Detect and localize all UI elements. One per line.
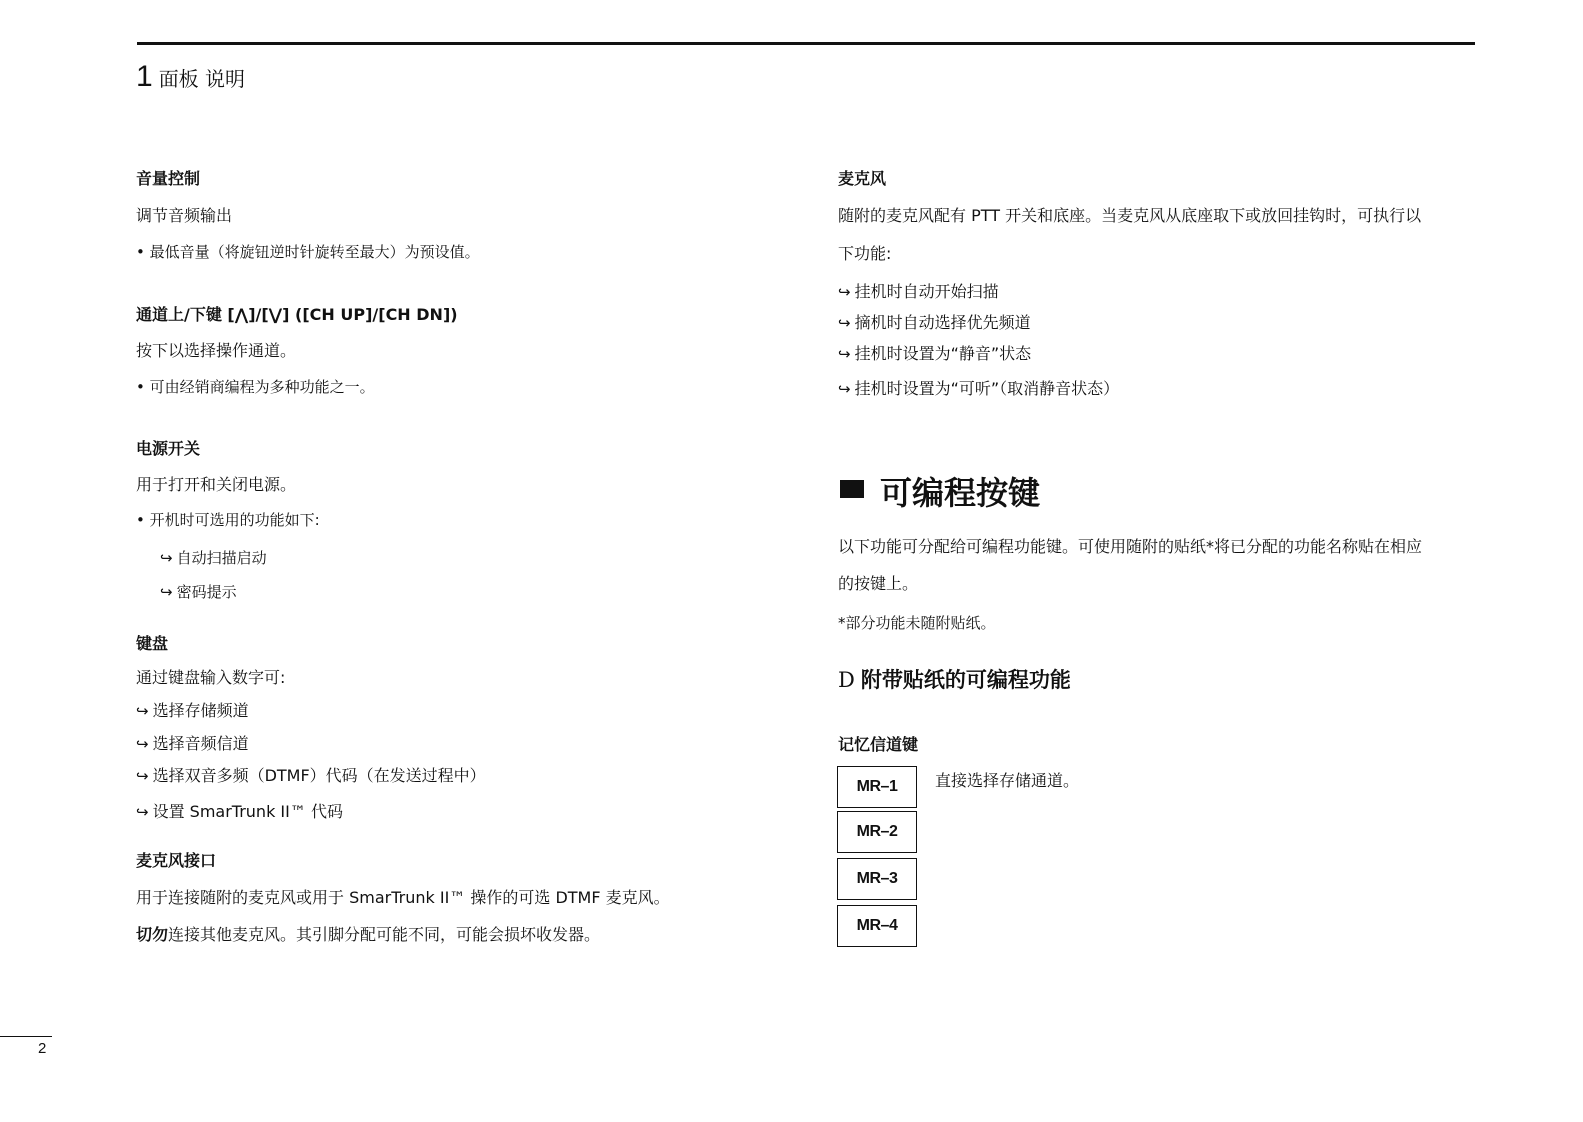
mr-1-key: MR–1 xyxy=(837,766,917,808)
arrow-icon: ↪ xyxy=(160,583,173,601)
arrow-icon: ↪ xyxy=(838,380,851,398)
chapter-number: 1 xyxy=(136,60,153,93)
power-note: • 开机时可选用的功能如下: xyxy=(136,511,320,529)
mic-title: 麦克风 xyxy=(838,169,887,188)
programmable-desc-line1: 以下功能可分配给可编程功能键。可使用随附的贴纸*将已分配的功能名称贴在相应 xyxy=(838,537,1423,556)
programmable-keys-heading: 可编程按键 xyxy=(840,468,1040,514)
mr-2-key: MR–2 xyxy=(837,811,917,853)
arrow-icon: ↪ xyxy=(136,767,149,785)
programmable-footnote: *部分功能未随附贴纸。 xyxy=(838,614,996,632)
arrow-icon: ↪ xyxy=(838,283,851,301)
page-number: 2 xyxy=(38,1040,47,1057)
programmable-desc-line2: 的按键上。 xyxy=(838,574,919,593)
keypad-title: 键盘 xyxy=(136,634,169,653)
volume-desc: 调节音频输出 xyxy=(136,206,233,225)
list-item: ↪ 密码提示 xyxy=(160,583,237,601)
mic-jack-caution: 切勿连接其他麦克风。其引脚分配可能不同，可能会损坏收发器。 xyxy=(136,925,601,944)
memory-key-title: 记忆信道键 xyxy=(838,735,919,754)
d-marker: D xyxy=(838,668,855,692)
page-number-rule xyxy=(0,1036,52,1037)
channel-note: • 可由经销商编程为多种功能之一。 xyxy=(136,378,375,396)
chapter-heading xyxy=(136,60,245,94)
memory-key-desc: 直接选择存储通道。 xyxy=(935,771,1080,790)
mr-3-key: MR–3 xyxy=(837,858,917,900)
list-item: ↪ 挂机时设置为“可听”（取消静音状态） xyxy=(838,379,1120,398)
sticker-functions-heading: D 附带贴纸的可编程功能 xyxy=(838,668,1071,692)
mic-desc-line1: 随附的麦克风配有 PTT 开关和底座。当麦克风从底座取下或放回挂钩时，可执行以 xyxy=(838,206,1422,225)
arrow-icon: ↪ xyxy=(838,345,851,363)
arrow-icon: ↪ xyxy=(838,314,851,332)
list-item: ↪ 设置 SmarTrunk II™ 代码 xyxy=(136,802,343,821)
channel-desc: 按下以选择操作通道。 xyxy=(136,341,297,360)
mr-4-key: MR–4 xyxy=(837,905,917,947)
power-desc: 用于打开和关闭电源。 xyxy=(136,475,297,494)
mic-desc-line2: 下功能: xyxy=(838,244,892,263)
list-item: ↪ 挂机时自动开始扫描 xyxy=(838,282,999,301)
square-bullet-icon xyxy=(840,480,864,498)
list-item: ↪ 摘机时自动选择优先频道 xyxy=(838,313,1031,332)
keypad-desc: 通过键盘输入数字可: xyxy=(136,668,286,687)
caution-word: 切勿 xyxy=(136,925,169,944)
list-item: ↪ 选择存储频道 xyxy=(136,701,249,720)
power-title: 电源开关 xyxy=(136,439,201,458)
volume-note: • 最低音量（将旋钮逆时针旋转至最大）为预设值。 xyxy=(136,243,480,261)
list-item: ↪ 选择双音多频（DTMF）代码（在发送过程中） xyxy=(136,766,486,785)
arrow-icon: ↪ xyxy=(160,549,173,567)
channel-title: 通道上/下键 [⋀]/[⋁] ([CH UP]/[CH DN]) xyxy=(136,305,458,324)
list-item: ↪ 挂机时设置为“静音”状态 xyxy=(838,344,1032,363)
mic-jack-desc: 用于连接随附的麦克风或用于 SmarTrunk II™ 操作的可选 DTMF 麦克风。 xyxy=(136,888,670,907)
arrow-icon: ↪ xyxy=(136,803,149,821)
arrow-icon: ↪ xyxy=(136,702,149,720)
list-item: ↪ 自动扫描启动 xyxy=(160,549,267,567)
arrow-icon: ↪ xyxy=(136,735,149,753)
chapter-title: 面板 说明 xyxy=(158,67,246,91)
mic-jack-title: 麦克风接口 xyxy=(136,851,217,870)
top-rule xyxy=(137,42,1475,45)
volume-title: 音量控制 xyxy=(136,169,201,188)
list-item: ↪ 选择音频信道 xyxy=(136,734,249,753)
